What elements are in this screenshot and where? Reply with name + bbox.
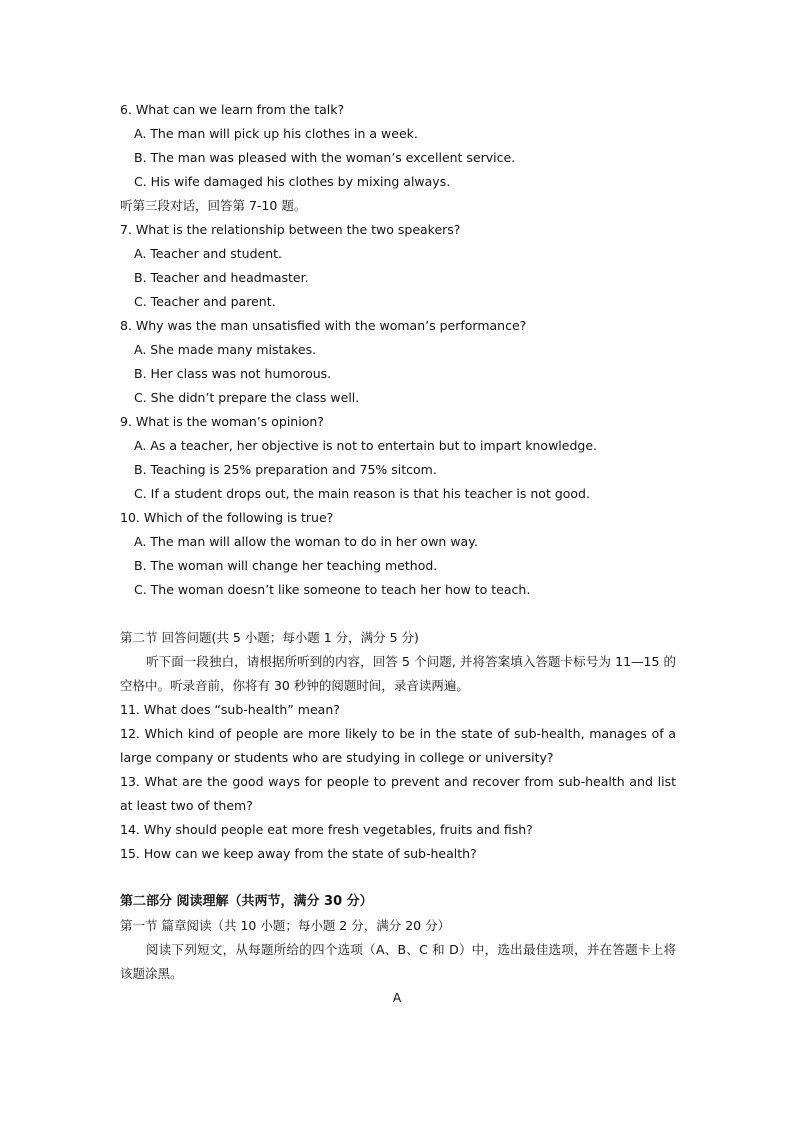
q7-option-a: A. Teacher and student.: [134, 246, 282, 261]
q7-stem: 7. What is the relationship between the two speakers?: [120, 222, 461, 237]
q7-option-c: C. Teacher and parent.: [134, 294, 276, 309]
passage-label: A: [392, 990, 402, 1005]
q10-stem: 10. Which of the following is true?: [120, 510, 334, 525]
q9-option-c: C. If a student drops out, the main reason is that his teacher is not good.: [134, 486, 590, 501]
q6-stem: 6. What can we learn from the talk?: [120, 102, 345, 117]
section3-instruction: 听第三段对话，回答第 7-10 题。: [120, 198, 307, 213]
q14: 14. Why should people eat more fresh vegetables, fruits and fish?: [120, 822, 533, 837]
q10-option-b: B. The woman will change her teaching method.: [134, 558, 438, 573]
q11: 11. What does “sub-health” mean?: [120, 702, 340, 717]
part2-section1-instruction: 阅读下列短文，从每题所给的四个选项（A、B、C 和 D）中，选出最佳选项，并在答题卡上将该题涂黑。: [120, 942, 676, 981]
q9-option-a: A. As a teacher, her objective is not to entertain but to impart knowledge.: [134, 438, 597, 453]
q15: 15. How can we keep away from the state of sub-health?: [120, 846, 477, 861]
q6-option-a: A. The man will pick up his clothes in a week.: [134, 126, 418, 141]
part1-section2-instruction: 听下面一段独白，请根据所听到的内容，回答 5 个问题, 并将答案填入答题卡标号为 11—15 的空格中。听录音前，你将有 30 秒钟的阅题时间，录音读两遍。: [120, 654, 676, 693]
q8-option-c: C. She didn’t prepare the class well.: [134, 390, 360, 405]
part1-section2-heading: 第二节 回答问题(共 5 小题；每小题 1 分，满分 5 分): [120, 630, 419, 645]
part2-title: 第二部分 阅读理解（共两节，满分 30 分）: [120, 894, 373, 909]
q6-option-b: B. The man was pleased with the woman’s excellent service.: [134, 150, 516, 165]
q7-option-b: B. Teacher and headmaster.: [134, 270, 309, 285]
q8-stem: 8. Why was the man unsatisfied with the woman’s performance?: [120, 318, 527, 333]
q13: 13. What are the good ways for people to prevent and recover from sub-health and list at least two of them?: [120, 774, 676, 813]
q10-option-c: C. The woman doesn’t like someone to teach her how to teach.: [134, 582, 531, 597]
q9-option-b: B. Teaching is 25% preparation and 75% sitcom.: [134, 462, 437, 477]
part2-section1-heading: 第一节 篇章阅读（共 10 小题；每小题 2 分，满分 20 分）: [120, 918, 451, 933]
q10-option-a: A. The man will allow the woman to do in her own way.: [134, 534, 478, 549]
q9-stem: 9. What is the woman’s opinion?: [120, 414, 324, 429]
q8-option-a: A. She made many mistakes.: [134, 342, 317, 357]
q8-option-b: B. Her class was not humorous.: [134, 366, 332, 381]
q12: 12. Which kind of people are more likely to be in the state of sub-health, manages of a large company or students who are studying in college or university?: [120, 726, 676, 765]
q6-option-c: C. His wife damaged his clothes by mixing always.: [134, 174, 451, 189]
